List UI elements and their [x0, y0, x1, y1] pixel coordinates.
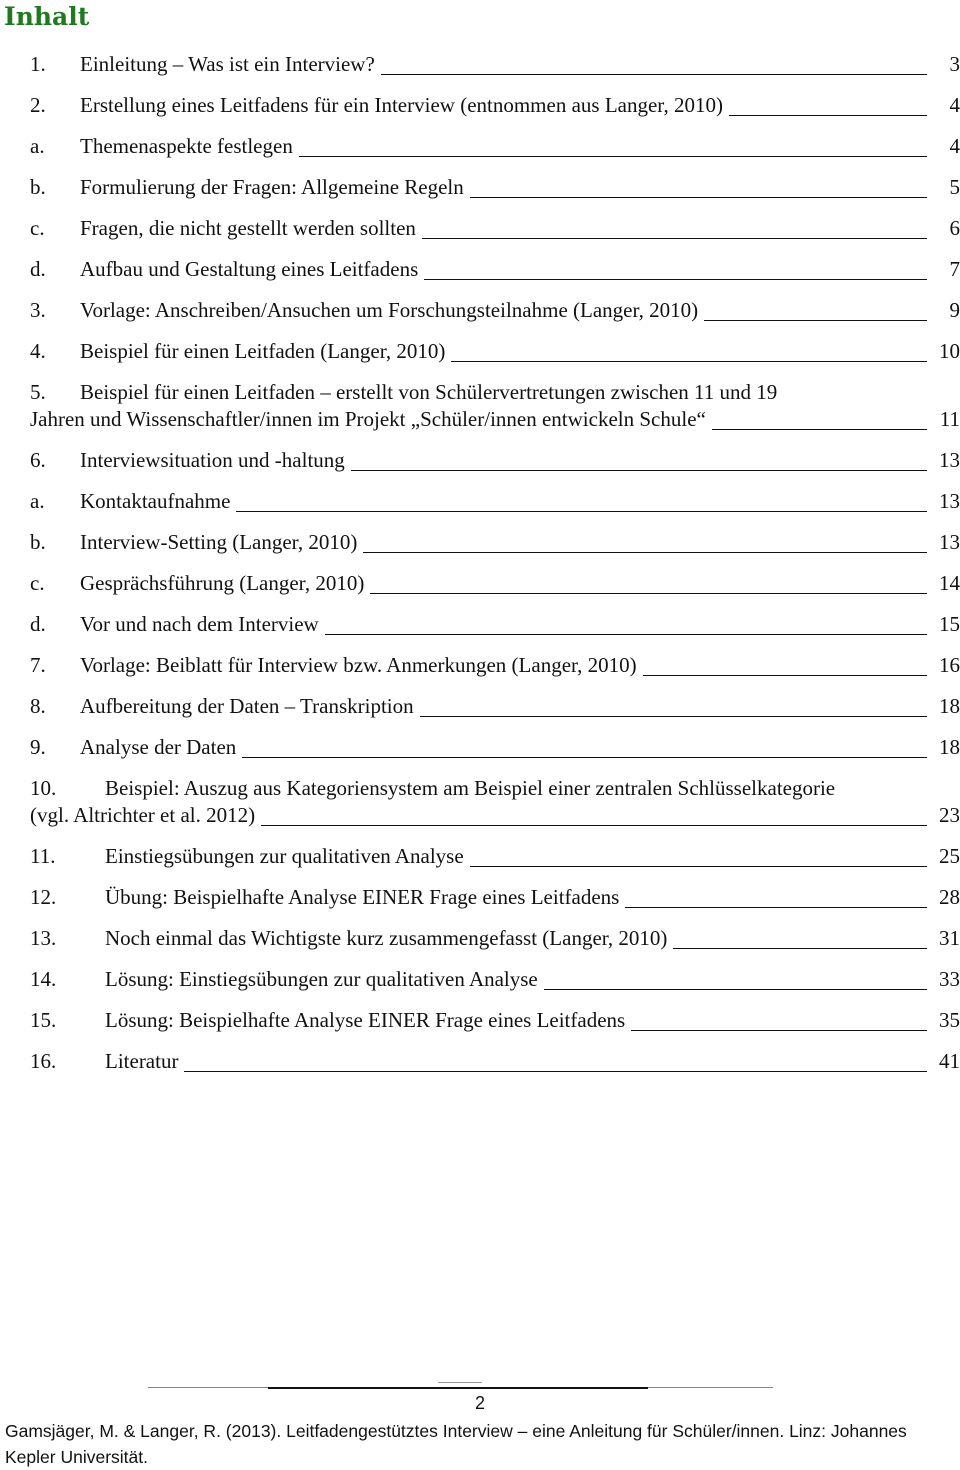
toc-entry[interactable]: [30, 167, 960, 208]
toc-leader-line: [625, 907, 927, 908]
toc-leader-line: [363, 552, 927, 553]
toc-entry-title-continued: (vgl. Altrichter et al. 2012): [30, 803, 256, 827]
toc-entry[interactable]: [30, 372, 960, 440]
toc-entry-page: 13: [939, 448, 960, 472]
toc-leader-line: [470, 866, 927, 867]
toc-entry-page: 18: [939, 694, 960, 718]
toc-entry-title: Beispiel für einen Leitfaden – erstellt von Schülervertretungen zwischen 11 und 19: [80, 380, 778, 404]
toc-entry[interactable]: [30, 440, 960, 481]
toc-entry[interactable]: [30, 522, 960, 563]
toc-entry[interactable]: [30, 686, 960, 727]
toc-entry-title: Einstiegsübungen zur qualitativen Analyse: [105, 844, 464, 868]
toc-entry-line: [30, 522, 960, 563]
page-title: Inhalt: [4, 2, 90, 31]
footer-divider: [148, 1387, 773, 1388]
toc-entry-line: [30, 836, 960, 877]
toc-entry-title: Gesprächsführung (Langer, 2010): [80, 571, 365, 595]
toc-entry-page: 7: [949, 257, 960, 281]
footer-citation: Gamsjäger, M. & Langer, R. (2013). Leitfadengestütztes Interview – eine Anleitung für Schüler/innen. Linz: Johannes Kepler Universität.: [5, 1421, 907, 1467]
toc-entry-page: 9: [949, 298, 960, 322]
toc-leader-line: [261, 825, 927, 826]
toc-entry-title: Beispiel: Auszug aus Kategoriensystem am Beispiel einer zentralen Schlüsselkategorie: [105, 776, 836, 800]
toc-entry-title: Lösung: Beispielhafte Analyse EINER Frage eines Leitfadens: [105, 1008, 626, 1032]
toc-entry-title: Aufbereitung der Daten – Transkription: [80, 694, 414, 718]
toc-entry-title: Vorlage: Anschreiben/Ansuchen um Forschungsteilnahme (Langer, 2010): [80, 298, 699, 322]
toc-entry-number: 8.: [30, 694, 46, 718]
toc-leader-line: [236, 511, 927, 512]
toc-entry-number: 16.: [30, 1049, 57, 1073]
toc-entry-page: 14: [939, 571, 960, 595]
toc-entry-page: 6: [949, 216, 960, 240]
toc-entry-page: 13: [939, 489, 960, 513]
toc-entry-page: 10: [939, 339, 960, 363]
toc-entry-line: [30, 727, 960, 768]
toc-entry-line: [30, 1041, 960, 1082]
toc-entry-number: b.: [30, 530, 46, 554]
toc-entry-title: Erstellung eines Leitfadens für ein Interview (entnommen aus Langer, 2010): [80, 93, 723, 117]
toc-entry-line: [30, 85, 960, 126]
toc-entry-number: 11.: [30, 844, 56, 868]
toc-entry-page: 35: [939, 1008, 960, 1032]
toc-entry-line: [30, 959, 960, 1000]
toc-entry-number: 9.: [30, 735, 46, 759]
toc-entry[interactable]: [30, 1041, 960, 1082]
toc-entry-line: [30, 208, 960, 249]
toc-entry-title: Formulierung der Fragen: Allgemeine Regeln: [80, 175, 464, 199]
toc-entry-number: 12.: [30, 885, 57, 909]
toc-entry-line: [30, 645, 960, 686]
toc-entry-page: 23: [939, 803, 960, 827]
toc-leader-line: [729, 115, 927, 116]
toc-entry-number: d.: [30, 257, 46, 281]
toc-entry[interactable]: [30, 481, 960, 522]
toc-entry[interactable]: [30, 563, 960, 604]
toc-entry-line: [30, 44, 960, 85]
toc-entry-page: 3: [949, 52, 960, 76]
toc-entry-page: 15: [939, 612, 960, 636]
toc-entry[interactable]: [30, 208, 960, 249]
toc-entry-line: [30, 563, 960, 604]
toc-entry-title: Kontaktaufnahme: [80, 489, 231, 513]
toc-leader-line: [712, 429, 927, 430]
toc-entry[interactable]: [30, 1000, 960, 1041]
toc-leader-line: [470, 197, 927, 198]
toc-leader-line: [381, 74, 927, 75]
toc-entry-title: Themenaspekte festlegen: [80, 134, 293, 158]
toc-entry[interactable]: [30, 768, 960, 836]
toc-entry[interactable]: [30, 877, 960, 918]
toc-entry-line: [30, 440, 960, 481]
toc-entry-number: 3.: [30, 298, 46, 322]
toc-entry-title: Einleitung – Was ist ein Interview?: [80, 52, 375, 76]
toc-entry-page: 41: [939, 1049, 960, 1073]
toc-entry-title: Beispiel für einen Leitfaden (Langer, 2010): [80, 339, 446, 363]
toc-entry-number: c.: [30, 216, 45, 240]
toc-leader-line: [299, 156, 927, 157]
page-number: 2: [474, 1393, 485, 1413]
toc-entry-title: Vor und nach dem Interview: [80, 612, 319, 636]
toc-entry[interactable]: [30, 604, 960, 645]
toc-entry-title: Vorlage: Beiblatt für Interview bzw. Anmerkungen (Langer, 2010): [80, 653, 637, 677]
toc-entry-line: [30, 249, 960, 290]
toc-leader-line: [420, 716, 927, 717]
toc-entry-number: a.: [30, 134, 45, 158]
toc-entry-title: Interviewsituation und -haltung: [80, 448, 345, 472]
toc-entry-line: [30, 290, 960, 331]
toc-entry-number: 1.: [30, 52, 46, 76]
toc-entry-page: 18: [939, 735, 960, 759]
toc-entry-number: b.: [30, 175, 46, 199]
toc-entry[interactable]: [30, 85, 960, 126]
toc-leader-line: [451, 361, 927, 362]
toc-entry-title: Fragen, die nicht gestellt werden sollten: [80, 216, 416, 240]
toc-entry-title: Lösung: Einstiegsübungen zur qualitativen Analyse: [105, 967, 538, 991]
toc-entry-number: d.: [30, 612, 46, 636]
toc-leader-line: [325, 634, 927, 635]
toc-entry-line: [30, 877, 960, 918]
toc-leader-line: [242, 757, 927, 758]
toc-entry-line: [30, 126, 960, 167]
toc-entry-title: Übung: Beispielhafte Analyse EINER Frage eines Leitfadens: [105, 885, 620, 909]
toc-entry-number: 13.: [30, 926, 57, 950]
toc-entry-title: Noch einmal das Wichtigste kurz zusammengefasst (Langer, 2010): [105, 926, 668, 950]
toc-entry[interactable]: [30, 331, 960, 372]
toc-leader-line: [370, 593, 927, 594]
toc-entry-line: [30, 604, 960, 645]
toc-entry-number: 7.: [30, 653, 46, 677]
toc-entry[interactable]: [30, 918, 960, 959]
toc-entry[interactable]: [30, 249, 960, 290]
toc-entry-page: 4: [949, 93, 960, 117]
toc-entry-page: 33: [939, 967, 960, 991]
toc-entry-page: 11: [939, 407, 960, 431]
toc-entry[interactable]: [30, 44, 960, 85]
toc-leader-line: [643, 675, 927, 676]
toc-entry-number: 2.: [30, 93, 46, 117]
toc-leader-line: [673, 948, 927, 949]
toc-entry-number: 6.: [30, 448, 46, 472]
toc-entry-title: Analyse der Daten: [80, 735, 237, 759]
toc-entry-title: Aufbau und Gestaltung eines Leitfadens: [80, 257, 419, 281]
toc-entry-number: 4.: [30, 339, 46, 363]
toc-entry-line: [30, 1000, 960, 1041]
toc-entry[interactable]: [30, 290, 960, 331]
toc-entry-line: [30, 918, 960, 959]
toc-entry-page: 13: [939, 530, 960, 554]
toc-entry-title: Literatur: [105, 1049, 179, 1073]
toc-entry[interactable]: [30, 727, 960, 768]
toc-leader-line: [631, 1030, 927, 1031]
toc-leader-line: [704, 320, 927, 321]
toc-leader-line: [544, 989, 927, 990]
toc-entry-number: a.: [30, 489, 45, 513]
toc-leader-line: [184, 1071, 927, 1072]
toc-entry-line: [30, 686, 960, 727]
toc-entry-number: 14.: [30, 967, 57, 991]
toc-entry-page: 25: [939, 844, 960, 868]
toc-entry-line: [30, 481, 960, 522]
toc-entry-page: 28: [939, 885, 960, 909]
toc-entry-page: 31: [939, 926, 960, 950]
footer-mark: [438, 1382, 482, 1383]
toc-entry-page: 16: [939, 653, 960, 677]
toc-entry-number: c.: [30, 571, 45, 595]
toc-leader-line: [422, 238, 927, 239]
toc-entry-page: 5: [949, 175, 960, 199]
toc-entry-line: [30, 331, 960, 372]
toc-entry-number: 10.: [30, 776, 57, 800]
toc-entry[interactable]: [30, 836, 960, 877]
table-of-contents: [30, 44, 960, 1082]
toc-entry-page: 4: [949, 134, 960, 158]
toc-entry-title-continued: Jahren und Wissenschaftler/innen im Projekt „Schüler/innen entwickeln Schule“: [30, 407, 706, 431]
toc-entry-title: Interview-Setting (Langer, 2010): [80, 530, 358, 554]
toc-entry-line: [30, 399, 960, 440]
toc-entry-number: 15.: [30, 1008, 57, 1032]
toc-entry-line: [30, 167, 960, 208]
toc-entry[interactable]: [30, 126, 960, 167]
toc-entry[interactable]: [30, 959, 960, 1000]
toc-entry-number: 5.: [30, 380, 46, 404]
toc-leader-line: [351, 470, 927, 471]
toc-entry[interactable]: [30, 645, 960, 686]
toc-leader-line: [424, 279, 927, 280]
